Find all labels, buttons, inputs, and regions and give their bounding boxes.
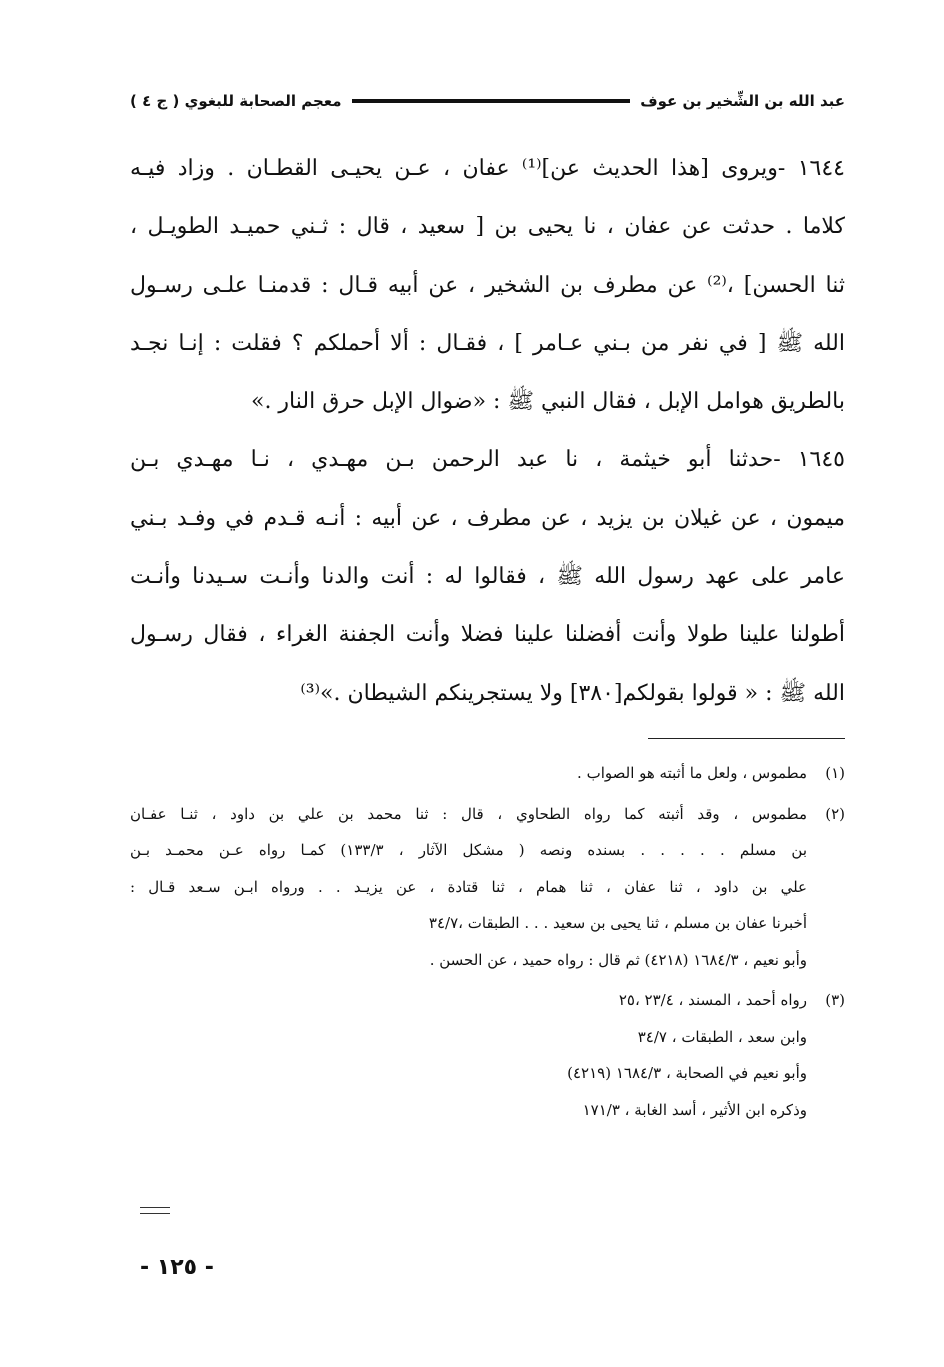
footnote-line: بن مسلم . . . . . بسنده ونصه ( مشكل الآثار ، ١٣٣/٣) كمـا رواه عـن محمـد بـن (130, 841, 807, 859)
text-line: كلاما . حدثت عن عفان ، نا يحيى بن [ سعيد ، قال : ثـني حميـد الطويـل ، (130, 214, 845, 240)
footnote-line: وأبو نعيم ، ١٦٨٤/٣ (٤٢١٨) ثم قال : رواه حميد ، عن الحسن . (429, 950, 807, 969)
text-line: الله ﷺ [ في نفر من بـني عـامر ] ، فقـال : ألا أحملكم ؟ فقلت : إنـا نجـد (130, 330, 845, 356)
running-header (130, 86, 845, 116)
chapter-title: عبد الله بن الشِّخير بن عوف (640, 92, 845, 110)
footnotes (130, 755, 845, 1128)
page-number: - ١٢٥ - (140, 1255, 214, 1280)
paragraph-1644 (130, 140, 845, 431)
footnote-line: مطموس ، ولعل ما أثبته هو الصواب . (577, 764, 807, 782)
book-title: معجم الصحابة للبغوي ( ج ٤ ) (130, 92, 342, 110)
footnote-line: وذكره ابن الأثير ، أسد الغابة ، ١٧١/٣ (582, 1100, 807, 1119)
footnote-1 (130, 755, 845, 792)
footnote-3 (130, 982, 845, 1128)
footnote-line: رواه أحمد ، المسند ، ٢٣/٤ ،٢٥ (618, 991, 807, 1009)
footnote-line: مطموس ، وقد أثبته كما رواه الطحاوي ، قال : ثنا محمد بن علي بن داود ، ثنـا عفـان (130, 804, 807, 823)
footnote-line: أخبرنا عفان بن مسلم ، ثنا يحيى بن سعيد . . . الطبقات ،٣٤/٧ (428, 914, 807, 932)
header-rule (352, 99, 631, 103)
end-double-rule (140, 1207, 170, 1214)
footnote-line: وابن سعد ، الطبقات ، ٣٤/٧ (637, 1027, 807, 1046)
text-line: عامر على عهد رسول الله ﷺ ، فقالوا له : أنت والدنا وأنـت سـيدنا وأنـت (130, 564, 845, 590)
text-line: بالطريق هوامل الإبل ، فقال النبي ﷺ : «ضوال الإبل حرق النار .» (250, 389, 845, 415)
paragraph-1645 (130, 431, 845, 722)
text-line: أطولنا علينا طولا وأنت أفضلنا علينا فضلا وأنت الجفنة الغراء ، فقال رسـول (130, 622, 845, 648)
footnote-2 (130, 796, 845, 979)
text-line: ثنا الحسن] ،⁽²⁾ عن مطرف بن الشخير ، عن أبيه قـال : قدمنـا علـى رسـول (130, 272, 845, 298)
main-text (130, 140, 845, 723)
footnote-number: (٣) (825, 991, 845, 1009)
footnote-line: علي بن داود ، ثنا عفان ، ثنا همام ، ثنا قتادة ، عن يزيـد . . ورواه ابـن سـعد قـال : (130, 877, 807, 896)
footnote-separator (648, 738, 845, 739)
footnote-line: وأبو نعيم في الصحابة ، ١٦٨٤/٣ (٤٢١٩) (567, 1064, 807, 1082)
text-line: ميمون ، عن غيلان بن يزيد ، عن مطرف ، عن أبيه : أنـه قـدم في وفـد بـني (130, 505, 845, 531)
text-line: ١٦٤٤ -ويروى [هذا الحديث عن]⁽¹⁾ عفان ، عـن يحيـى القطـان . وزاد فيـه (130, 156, 845, 181)
text-line: الله ﷺ : « قولوا بقولكم[٣٨٠] ولا يستجرينكم الشيطان .»⁽³⁾ (300, 680, 845, 706)
footnote-number: (٢) (825, 804, 845, 823)
footnote-number: (١) (825, 764, 845, 782)
text-line: ١٦٤٥ -حدثنا أبو خيثمة ، نا عبد الرحمن بـن مهـدي ، نـا مهـدي بـن (130, 447, 845, 473)
